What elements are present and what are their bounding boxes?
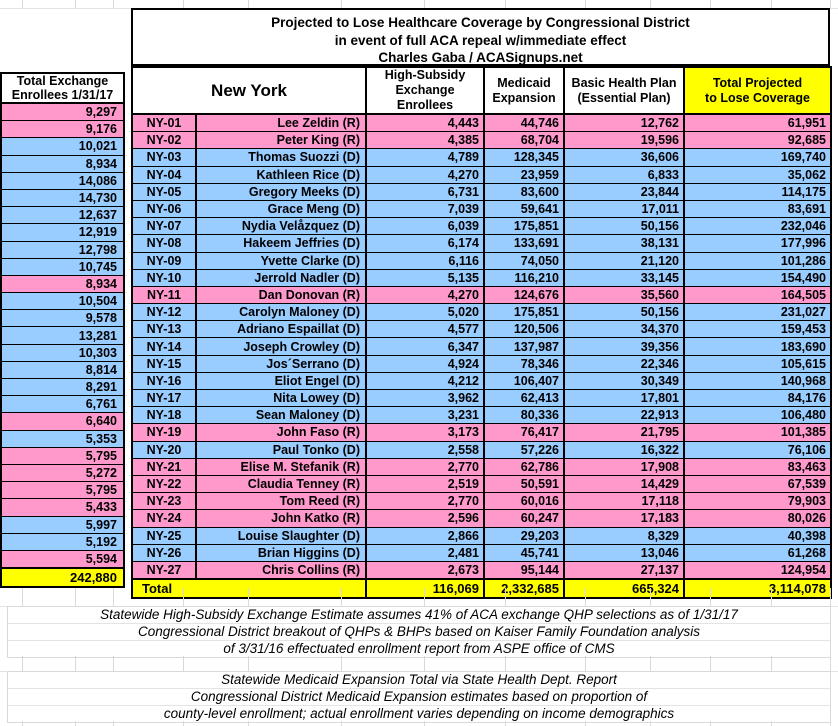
medicaid-cell[interactable]: 60,016	[484, 493, 564, 510]
total-projected-header-line2: to Lose Coverage	[705, 90, 810, 105]
medicaid-cell[interactable]: 44,746	[484, 114, 564, 132]
bhp-cell[interactable]: 38,131	[564, 235, 684, 252]
district-cell[interactable]: NY-16	[132, 372, 196, 389]
footnote-line: Statewide High-Subsidy Exchange Estimate assumes 41% of ACA exchange QHP selections as of 1/31/17	[100, 607, 738, 622]
title-line-3: Charles Gaba / ACASignups.net	[378, 50, 583, 65]
total-exchange-cell[interactable]: 5,433	[1, 499, 124, 516]
rep-name-cell[interactable]: Tom Reed (R)	[196, 493, 366, 510]
rep-name-cell[interactable]: Peter King (R)	[196, 132, 366, 149]
high-subsidy-cell[interactable]: 6,116	[366, 252, 484, 269]
table-row	[132, 338, 831, 355]
bhp-cell[interactable]: 27,137	[564, 561, 684, 579]
rep-name-cell[interactable]: Chris Collins (R)	[196, 561, 366, 579]
high-subsidy-cell[interactable]: 2,558	[366, 441, 484, 458]
high-subsidy-cell[interactable]: 7,039	[366, 200, 484, 217]
rep-name-cell[interactable]: Adriano Espaillat (D)	[196, 321, 366, 338]
table-row	[1, 396, 124, 413]
table-row	[132, 183, 831, 200]
table-row	[1, 310, 124, 327]
high-subsidy-header-line1: High-Subsidy	[384, 68, 466, 82]
medicaid-cell[interactable]: 83,600	[484, 183, 564, 200]
rep-name-cell[interactable]: Claudia Tenney (R)	[196, 475, 366, 492]
table-row	[132, 286, 831, 303]
total-lose-cell[interactable]: 76,106	[684, 441, 831, 458]
district-cell[interactable]: NY-04	[132, 166, 196, 183]
total-lose-cell[interactable]: 154,490	[684, 269, 831, 286]
total-exchange-cell[interactable]: 5,353	[1, 430, 124, 447]
district-cell[interactable]: NY-05	[132, 183, 196, 200]
total-exchange-cell[interactable]: 5,192	[1, 533, 124, 550]
medicaid-cell[interactable]: 68,704	[484, 132, 564, 149]
table-row	[132, 200, 831, 217]
bhp-cell[interactable]: 50,156	[564, 304, 684, 321]
rep-name-cell[interactable]: Elise M. Stefanik (R)	[196, 458, 366, 475]
total-exchange-cell[interactable]: 5,272	[1, 464, 124, 481]
total-exchange-cell[interactable]: 5,997	[1, 516, 124, 533]
total-lose-cell[interactable]: 67,539	[684, 475, 831, 492]
table-row	[1, 138, 124, 155]
high-subsidy-cell[interactable]: 4,577	[366, 321, 484, 338]
bhp-header-line1: Basic Health Plan	[571, 75, 677, 90]
high-subsidy-cell[interactable]: 4,443	[366, 114, 484, 132]
total-lose-cell[interactable]: 35,062	[684, 166, 831, 183]
medicaid-cell[interactable]: 23,959	[484, 166, 564, 183]
bhp-cell[interactable]: 39,356	[564, 338, 684, 355]
table-row	[132, 561, 831, 579]
table-row	[132, 149, 831, 166]
table-row	[132, 304, 831, 321]
medicaid-cell[interactable]: 60,247	[484, 510, 564, 527]
total-exchange-cell[interactable]: 5,594	[1, 550, 124, 568]
bhp-cell[interactable]: 17,118	[564, 493, 684, 510]
total-lose-cell[interactable]: 164,505	[684, 286, 831, 303]
medicaid-cell[interactable]: 80,336	[484, 407, 564, 424]
district-cell[interactable]: NY-23	[132, 493, 196, 510]
table-row	[1, 464, 124, 481]
table-row	[132, 269, 831, 286]
table-row	[1, 379, 124, 396]
district-cell[interactable]: NY-25	[132, 527, 196, 544]
medicaid-cell[interactable]: 116,210	[484, 269, 564, 286]
high-subsidy-cell[interactable]: 6,731	[366, 183, 484, 200]
bhp-cell[interactable]: 22,913	[564, 407, 684, 424]
total-lose-cell[interactable]: 183,690	[684, 338, 831, 355]
high-subsidy-cell[interactable]: 2,481	[366, 544, 484, 561]
district-cell[interactable]: NY-10	[132, 269, 196, 286]
high-subsidy-header-line2: Exchange Enrollees	[395, 83, 455, 112]
bhp-cell[interactable]: 33,145	[564, 269, 684, 286]
total-exchange-cell[interactable]: 6,640	[1, 413, 124, 430]
medicaid-cell[interactable]: 50,591	[484, 475, 564, 492]
rep-name-cell[interactable]: Jos´Serrano (D)	[196, 355, 366, 372]
bhp-cell[interactable]: 50,156	[564, 218, 684, 235]
total-lose-cell[interactable]: 40,398	[684, 527, 831, 544]
district-cell[interactable]: NY-22	[132, 475, 196, 492]
table-row	[1, 155, 124, 172]
high-subsidy-cell[interactable]: 5,135	[366, 269, 484, 286]
rep-name-cell[interactable]: Lee Zeldin (R)	[196, 114, 366, 132]
rep-name-cell[interactable]: Carolyn Maloney (D)	[196, 304, 366, 321]
medicaid-cell[interactable]: 175,851	[484, 218, 564, 235]
district-cell[interactable]: NY-14	[132, 338, 196, 355]
table-row	[1, 327, 124, 344]
bhp-cell[interactable]: 12,762	[564, 114, 684, 132]
table-row	[1, 275, 124, 292]
district-cell[interactable]: NY-06	[132, 200, 196, 217]
medicaid-cell[interactable]: 78,346	[484, 355, 564, 372]
total-exchange-cell[interactable]: 8,934	[1, 275, 124, 292]
medicaid-cell[interactable]: 57,226	[484, 441, 564, 458]
high-subsidy-cell[interactable]: 4,924	[366, 355, 484, 372]
left-total-row	[1, 568, 124, 587]
total-exchange-cell[interactable]: 5,795	[1, 482, 124, 499]
medicaid-cell[interactable]: 62,413	[484, 390, 564, 407]
total-exchange-cell[interactable]: 10,303	[1, 344, 124, 361]
total-lose-cell[interactable]: 79,903	[684, 493, 831, 510]
left-total-cell[interactable]: 242,880	[1, 568, 124, 587]
footnote-line: Congressional District Medicaid Expansion estimates based on proportion of	[8, 688, 830, 705]
bhp-cell[interactable]: 36,606	[564, 149, 684, 166]
footnote-line: county-level enrollment; actual enrollment varies depending on income demographics	[8, 705, 830, 722]
bhp-cell[interactable]: 17,183	[564, 510, 684, 527]
grid-strip-middle-2	[0, 656, 838, 672]
footnote-line: Congressional District breakout of QHPs & BHPs based on Kaiser Family Foundation analysis	[8, 623, 830, 640]
table-row	[1, 172, 124, 189]
district-cell[interactable]: NY-26	[132, 544, 196, 561]
total-exchange-cell[interactable]: 9,176	[1, 121, 124, 138]
grid-strip-bottom	[0, 721, 838, 726]
footnote-block-1	[7, 606, 831, 658]
district-cell[interactable]: NY-09	[132, 252, 196, 269]
total-exchange-cell[interactable]: 10,745	[1, 258, 124, 275]
table-row	[1, 430, 124, 447]
district-cell[interactable]: NY-08	[132, 235, 196, 252]
district-cell[interactable]: NY-15	[132, 355, 196, 372]
medicaid-cell[interactable]: 128,345	[484, 149, 564, 166]
high-subsidy-cell[interactable]: 4,270	[366, 166, 484, 183]
high-subsidy-cell[interactable]: 2,519	[366, 475, 484, 492]
rep-name-cell[interactable]: Nita Lowey (D)	[196, 390, 366, 407]
total-lose-cell[interactable]: 231,027	[684, 304, 831, 321]
district-cell[interactable]: NY-27	[132, 561, 196, 579]
total-exchange-cell[interactable]: 8,934	[1, 155, 124, 172]
total-lose-cell[interactable]: 124,954	[684, 561, 831, 579]
district-cell[interactable]: NY-07	[132, 218, 196, 235]
table-row	[132, 218, 831, 235]
left-header-line1: Total Exchange	[16, 74, 109, 88]
rep-name-cell[interactable]: Grace Meng (D)	[196, 200, 366, 217]
rep-name-cell[interactable]: Nydia Velåzquez (D)	[196, 218, 366, 235]
rep-name-cell[interactable]: Eliot Engel (D)	[196, 372, 366, 389]
medicaid-cell[interactable]: 120,506	[484, 321, 564, 338]
district-cell[interactable]: NY-24	[132, 510, 196, 527]
title-line-2: in event of full ACA repeal w/immediate effect	[334, 32, 627, 48]
medicaid-cell[interactable]: 74,050	[484, 252, 564, 269]
medicaid-cell[interactable]: 95,144	[484, 561, 564, 579]
high-subsidy-cell[interactable]: 4,789	[366, 149, 484, 166]
high-subsidy-cell[interactable]: 2,866	[366, 527, 484, 544]
total-exchange-cell[interactable]: 8,291	[1, 379, 124, 396]
total-lose-cell[interactable]: 92,685	[684, 132, 831, 149]
rep-name-cell[interactable]: Gregory Meeks (D)	[196, 183, 366, 200]
medicaid-header-line2: Expansion	[492, 90, 556, 105]
high-subsidy-cell[interactable]: 6,039	[366, 218, 484, 235]
table-row	[1, 103, 124, 121]
table-row	[132, 355, 831, 372]
medicaid-header[interactable]	[484, 67, 564, 114]
table-row	[132, 390, 831, 407]
table-row	[1, 550, 124, 568]
rep-name-cell[interactable]: Jerrold Nadler (D)	[196, 269, 366, 286]
bhp-cell[interactable]: 16,322	[564, 441, 684, 458]
bhp-cell[interactable]: 21,795	[564, 424, 684, 441]
rep-name-cell[interactable]: Thomas Suozzi (D)	[196, 149, 366, 166]
total-lose-cell[interactable]: 101,385	[684, 424, 831, 441]
total-lose-cell[interactable]: 105,615	[684, 355, 831, 372]
total-exchange-cell[interactable]: 13,281	[1, 327, 124, 344]
total-exchange-cell[interactable]: 9,297	[1, 103, 124, 121]
district-cell[interactable]: NY-02	[132, 132, 196, 149]
table-row	[1, 189, 124, 206]
rep-name-cell[interactable]: Hakeem Jeffries (D)	[196, 235, 366, 252]
left-header-row	[1, 73, 124, 103]
table-row	[1, 533, 124, 550]
rep-name-cell[interactable]: Kathleen Rice (D)	[196, 166, 366, 183]
total-lose-cell[interactable]: 61,951	[684, 114, 831, 132]
medicaid-cell[interactable]: 106,407	[484, 372, 564, 389]
total-lose-cell[interactable]: 159,453	[684, 321, 831, 338]
district-cell[interactable]: NY-12	[132, 304, 196, 321]
footnote-line: of 3/31/16 effectuated enrollment report from ASPE office of CMS	[8, 640, 830, 657]
total-lose-cell[interactable]: 140,968	[684, 372, 831, 389]
table-row	[132, 372, 831, 389]
medicaid-cell[interactable]: 76,417	[484, 424, 564, 441]
table-row	[132, 544, 831, 561]
bhp-cell[interactable]: 13,046	[564, 544, 684, 561]
table-row	[132, 510, 831, 527]
total-lose-cell[interactable]: 232,046	[684, 218, 831, 235]
table-row	[1, 207, 124, 224]
left-column-table	[0, 72, 125, 588]
medicaid-cell[interactable]: 45,741	[484, 544, 564, 561]
table-row	[1, 482, 124, 499]
high-subsidy-cell[interactable]: 2,596	[366, 510, 484, 527]
total-exchange-cell[interactable]: 9,578	[1, 310, 124, 327]
high-subsidy-cell[interactable]: 3,173	[366, 424, 484, 441]
bhp-cell[interactable]: 17,011	[564, 200, 684, 217]
table-row	[132, 441, 831, 458]
high-subsidy-cell[interactable]: 2,770	[366, 493, 484, 510]
total-lose-cell[interactable]: 83,463	[684, 458, 831, 475]
left-header-line2: Enrollees 1/31/17	[11, 88, 114, 102]
table-row	[1, 499, 124, 516]
total-projected-header[interactable]	[684, 67, 831, 114]
medicaid-cell[interactable]: 133,691	[484, 235, 564, 252]
header-row	[132, 67, 831, 114]
table-row	[132, 235, 831, 252]
total-lose-cell[interactable]: 114,175	[684, 183, 831, 200]
table-row	[132, 252, 831, 269]
total-lose-cell[interactable]: 83,691	[684, 200, 831, 217]
bhp-cell[interactable]: 8,329	[564, 527, 684, 544]
total-lose-cell[interactable]: 84,176	[684, 390, 831, 407]
rep-name-cell[interactable]: Yvette Clarke (D)	[196, 252, 366, 269]
rep-name-cell[interactable]: Dan Donovan (R)	[196, 286, 366, 303]
total-exchange-cell[interactable]: 6,761	[1, 396, 124, 413]
total-lose-cell[interactable]: 169,740	[684, 149, 831, 166]
total-lose-cell[interactable]: 80,026	[684, 510, 831, 527]
medicaid-cell[interactable]: 137,987	[484, 338, 564, 355]
high-subsidy-cell[interactable]: 2,770	[366, 458, 484, 475]
high-subsidy-cell[interactable]: 3,962	[366, 390, 484, 407]
rep-name-cell[interactable]: John Faso (R)	[196, 424, 366, 441]
table-row	[1, 413, 124, 430]
bhp-cell[interactable]: 17,801	[564, 390, 684, 407]
district-cell[interactable]: NY-20	[132, 441, 196, 458]
table-row	[1, 293, 124, 310]
bhp-cell[interactable]: 6,833	[564, 166, 684, 183]
total-exchange-cell[interactable]: 5,795	[1, 447, 124, 464]
state-header[interactable]: New York	[132, 67, 366, 114]
bhp-cell[interactable]: 35,560	[564, 286, 684, 303]
high-subsidy-cell[interactable]: 3,231	[366, 407, 484, 424]
left-column-header[interactable]	[1, 73, 124, 103]
high-subsidy-cell[interactable]: 4,385	[366, 132, 484, 149]
district-cell[interactable]: NY-03	[132, 149, 196, 166]
table-row	[132, 407, 831, 424]
high-subsidy-cell[interactable]: 4,212	[366, 372, 484, 389]
total-exchange-cell[interactable]: 10,504	[1, 293, 124, 310]
district-cell[interactable]: NY-21	[132, 458, 196, 475]
district-cell[interactable]: NY-11	[132, 286, 196, 303]
table-row	[1, 258, 124, 275]
bhp-cell[interactable]: 30,349	[564, 372, 684, 389]
medicaid-header-line1: Medicaid	[497, 75, 551, 90]
bhp-cell[interactable]: 17,908	[564, 458, 684, 475]
medicaid-cell[interactable]: 29,203	[484, 527, 564, 544]
rep-name-cell[interactable]: Paul Tonko (D)	[196, 441, 366, 458]
bhp-cell[interactable]: 22,346	[564, 355, 684, 372]
district-cell[interactable]: NY-17	[132, 390, 196, 407]
total-lose-cell[interactable]: 61,268	[684, 544, 831, 561]
rep-name-cell[interactable]: Louise Slaughter (D)	[196, 527, 366, 544]
medicaid-cell[interactable]: 62,786	[484, 458, 564, 475]
district-cell[interactable]: NY-19	[132, 424, 196, 441]
table-row	[132, 475, 831, 492]
rep-name-cell[interactable]: Sean Maloney (D)	[196, 407, 366, 424]
table-row	[1, 516, 124, 533]
title-line-1: Projected to Lose Healthcare Coverage by Congressional District	[271, 15, 690, 30]
high-subsidy-cell[interactable]: 6,347	[366, 338, 484, 355]
rep-name-cell[interactable]: Brian Higgins (D)	[196, 544, 366, 561]
table-row	[132, 493, 831, 510]
table-row	[132, 321, 831, 338]
table-row	[132, 424, 831, 441]
medicaid-cell[interactable]: 175,851	[484, 304, 564, 321]
district-cell[interactable]: NY-13	[132, 321, 196, 338]
rep-name-cell[interactable]: Joseph Crowley (D)	[196, 338, 366, 355]
table-row	[1, 344, 124, 361]
total-exchange-cell[interactable]: 14,086	[1, 172, 124, 189]
footnote-block-2	[7, 671, 831, 723]
total-projected-header-line1: Total Projected	[712, 75, 803, 90]
total-lose-cell[interactable]: 106,480	[684, 407, 831, 424]
high-subsidy-cell[interactable]: 2,673	[366, 561, 484, 579]
bhp-cell[interactable]: 21,120	[564, 252, 684, 269]
district-table	[131, 66, 832, 599]
table-row	[132, 458, 831, 475]
high-subsidy-header[interactable]	[366, 67, 484, 114]
total-exchange-cell[interactable]: 12,919	[1, 224, 124, 241]
total-lose-cell[interactable]: 101,286	[684, 252, 831, 269]
total-exchange-cell[interactable]: 12,637	[1, 207, 124, 224]
high-subsidy-cell[interactable]: 4,270	[366, 286, 484, 303]
total-exchange-cell[interactable]: 12,798	[1, 241, 124, 258]
high-subsidy-cell[interactable]: 5,020	[366, 304, 484, 321]
total-exchange-cell[interactable]: 14,730	[1, 189, 124, 206]
title-box	[131, 8, 830, 66]
bhp-header[interactable]	[564, 67, 684, 114]
total-exchange-cell[interactable]: 10,021	[1, 138, 124, 155]
table-row	[132, 166, 831, 183]
bhp-cell[interactable]: 19,596	[564, 132, 684, 149]
table-row	[1, 361, 124, 378]
table-row	[1, 447, 124, 464]
district-cell[interactable]: NY-18	[132, 407, 196, 424]
table-row	[132, 114, 831, 132]
table-row	[132, 132, 831, 149]
medicaid-cell[interactable]: 59,641	[484, 200, 564, 217]
total-exchange-cell[interactable]: 8,814	[1, 361, 124, 378]
table-row	[1, 224, 124, 241]
total-lose-cell[interactable]: 177,996	[684, 235, 831, 252]
bhp-cell[interactable]: 14,429	[564, 475, 684, 492]
high-subsidy-cell[interactable]: 6,174	[366, 235, 484, 252]
table-row	[132, 527, 831, 544]
bhp-header-line2: (Essential Plan)	[577, 90, 671, 105]
bhp-cell[interactable]: 34,370	[564, 321, 684, 338]
district-cell[interactable]: NY-01	[132, 114, 196, 132]
medicaid-cell[interactable]: 124,676	[484, 286, 564, 303]
table-row	[1, 121, 124, 138]
rep-name-cell[interactable]: John Katko (R)	[196, 510, 366, 527]
table-row	[1, 241, 124, 258]
grid-strip-middle-1	[0, 588, 838, 607]
footnote-line: Statewide Medicaid Expansion Total via State Health Dept. Report	[221, 672, 617, 687]
bhp-cell[interactable]: 23,844	[564, 183, 684, 200]
